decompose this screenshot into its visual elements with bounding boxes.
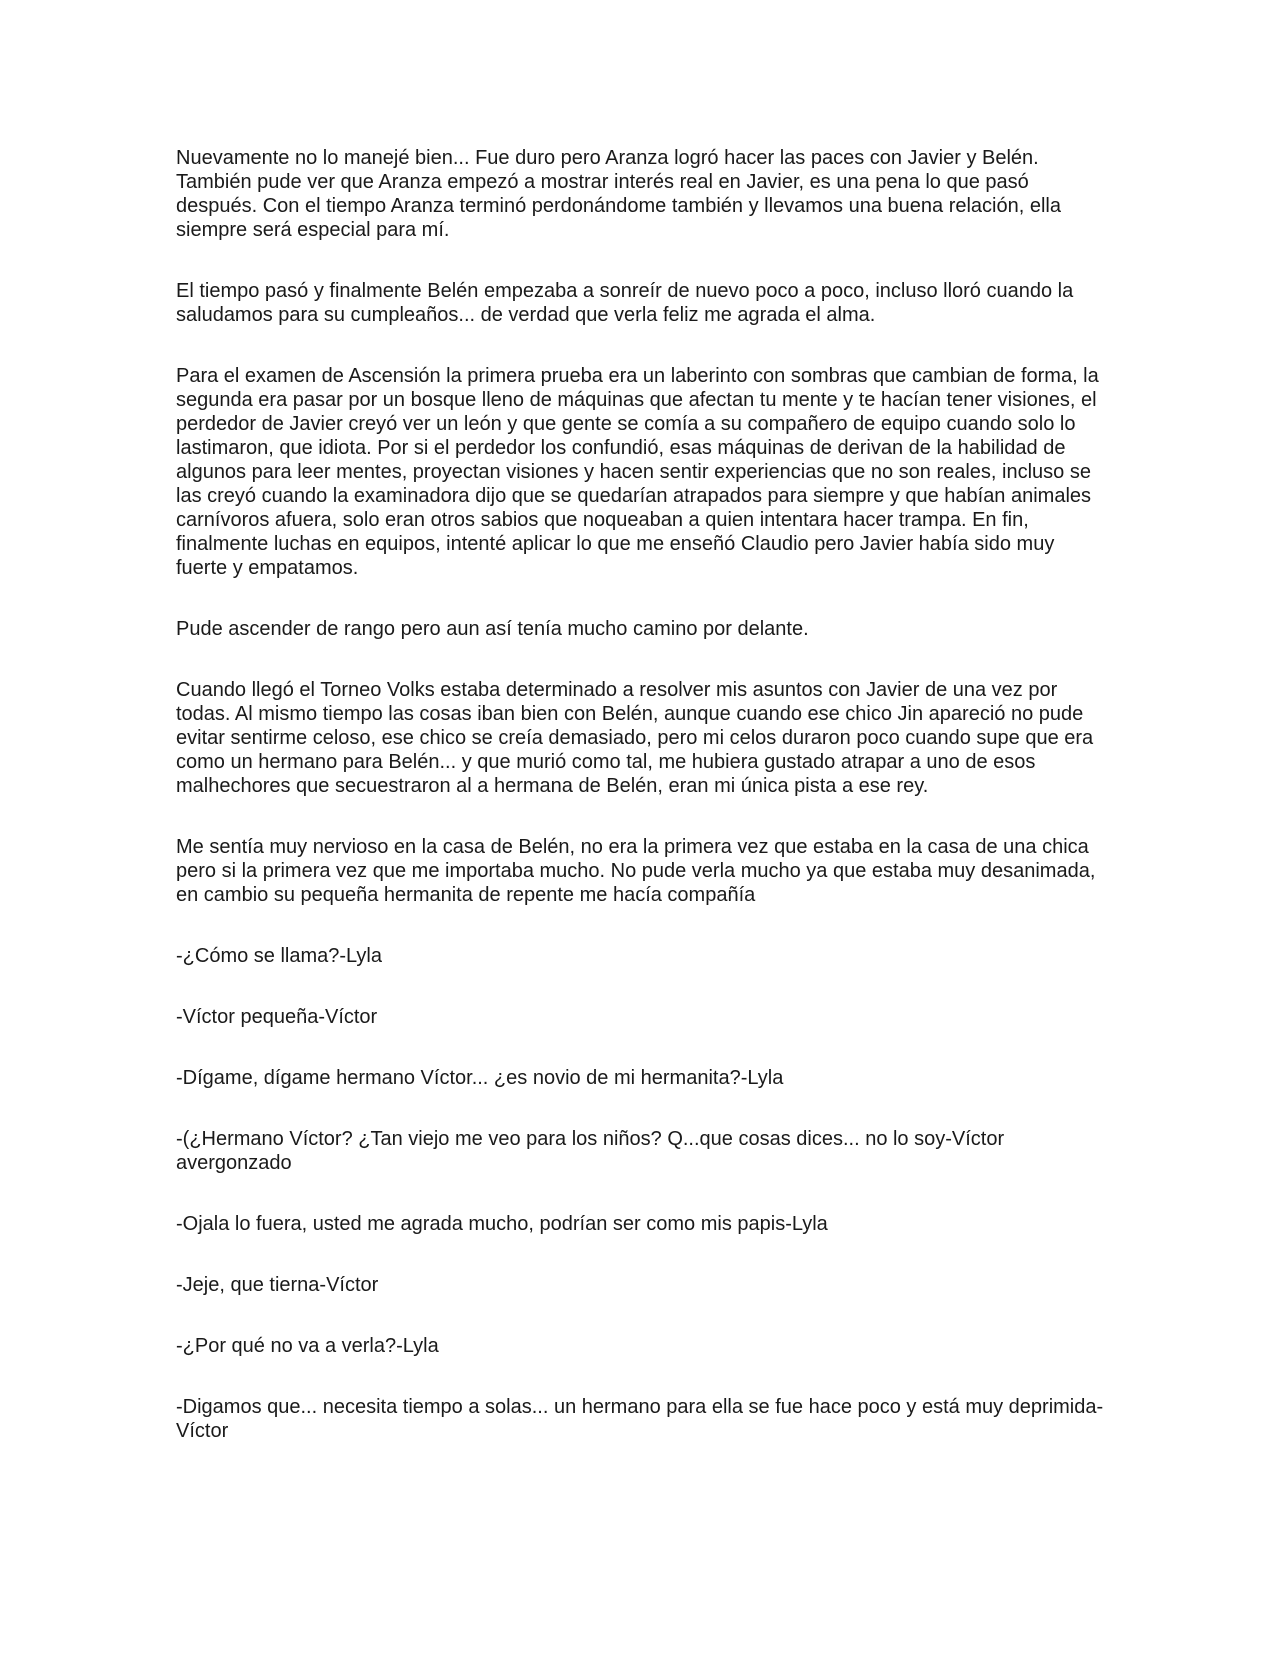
dialogue-line: -Ojala lo fuera, usted me agrada mucho, podrían ser como mis papis-Lyla <box>176 1213 828 1235</box>
dialogue-line: -Digamos que... necesita tiempo a solas... un hermano para ella se fue hace poco y está muy deprimida-Víctor <box>176 1396 1104 1442</box>
paragraph: Pude ascender de rango pero aun así tenía mucho camino por delante. <box>176 618 809 640</box>
dialogue-line: -Víctor pequeña-Víctor <box>176 1006 378 1028</box>
dialogue-line: -¿Cómo se llama?-Lyla <box>176 945 382 967</box>
paragraph: Para el examen de Ascensión la primera prueba era un laberinto con sombras que cambian de forma, la segunda era pasar por un bosque lleno de máquinas que afectan tu mente y te hacían tener visiones, el perdedor de Javier creyó ver un león y que gente se comía a su compañero de equipo cuando solo lo lastimaron, que idiota. Por si el perdedor los confundió, esas máquinas de derivan de la habilidad de algunos para leer mentes, proyectan visiones y hacen sentir experiencias que no son reales, incluso se las creyó cuando la examinadora dijo que se quedarían atrapados para siempre y que habían animales carnívoros afuera, solo eran otros sabios que noqueaban a quien intentara hacer trampa. En fin, finalmente luchas en equipos, intenté aplicar lo que me enseñó Claudio pero Javier había sido muy fuerte y empatamos. <box>176 365 1099 579</box>
paragraph: Me sentía muy nervioso en la casa de Belén, no era la primera vez que estaba en la casa de una chica pero si la primera vez que me importaba mucho. No pude verla mucho ya que estaba muy desanimada, en cambio su pequeña hermanita de repente me hacía compañía <box>176 836 1096 906</box>
dialogue-line: -Jeje, que tierna-Víctor <box>176 1274 379 1296</box>
paragraph: Nuevamente no lo manejé bien... Fue duro pero Aranza logró hacer las paces con Javier y Belén. También pude ver que Aranza empezó a mostrar interés real en Javier, es una pena lo que pasó después. Con el tiempo Aranza terminó perdonándome también y llevamos una buena relación, ella siempre será especial para mí. <box>176 147 1061 241</box>
paragraph: Cuando llegó el Torneo Volks estaba determinado a resolver mis asuntos con Javier de una vez por todas. Al mismo tiempo las cosas iban bien con Belén, aunque cuando ese chico Jin apareció no pude evitar sentirme celoso, ese chico se creía demasiado, pero mi celos duraron poco cuando supe que era como un hermano para Belén... y que murió como tal, me hubiera gustado atrapar a uno de esos malhechores que secuestraron al a hermana de Belén, eran mi única pista a ese rey. <box>176 679 1094 797</box>
document-body <box>176 146 1106 1480</box>
dialogue-line: -(¿Hermano Víctor? ¿Tan viejo me veo para los niños? Q...que cosas dices... no lo soy-Víctor avergonzado <box>176 1128 1005 1174</box>
dialogue-line: -¿Por qué no va a verla?-Lyla <box>176 1335 439 1357</box>
paragraph: El tiempo pasó y finalmente Belén empezaba a sonreír de nuevo poco a poco, incluso lloró cuando la saludamos para su cumpleaños... de verdad que verla feliz me agrada el alma. <box>176 280 1074 326</box>
dialogue-line: -Dígame, dígame hermano Víctor... ¿es novio de mi hermanita?-Lyla <box>176 1067 784 1089</box>
